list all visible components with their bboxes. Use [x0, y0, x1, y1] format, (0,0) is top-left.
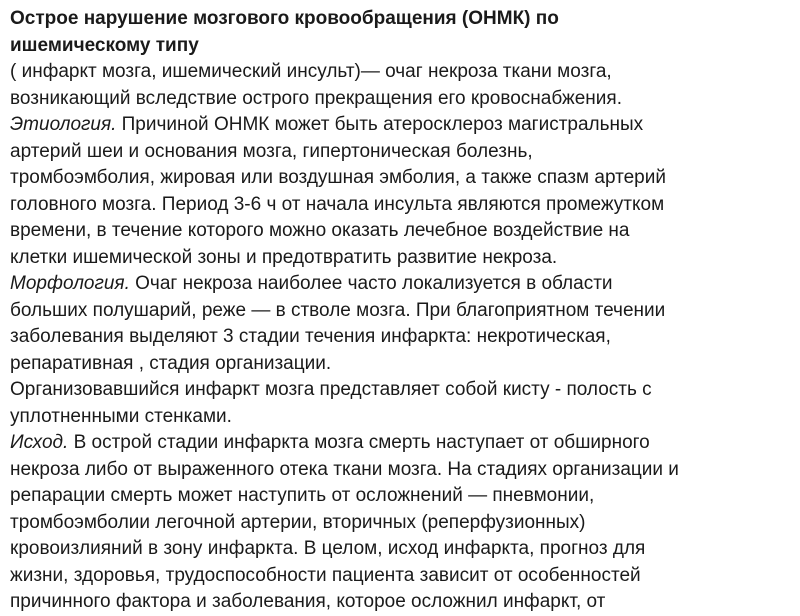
etiology-line: головного мозга. Период 3-6 ч от начала инсульта являются промежутком: [10, 193, 665, 215]
morphology-line: больших полушарий, реже — в стволе мозга. При благоприятном течении: [10, 299, 666, 321]
definition-line: ( инфаркт мозга, ишемический инсульт)— очаг некроза ткани мозга,: [10, 61, 612, 82]
morphology-line: репаративная , стадия организации.: [10, 352, 332, 374]
outcome-line: кровоизлияний в зону инфаркта. В целом, исход инфаркта, прогноз для: [10, 538, 646, 559]
morphology-text: Очаг некроза наиболее часто локализуется в области: [129, 273, 613, 294]
document-body: [10, 6, 795, 616]
etiology-line: времени, в течение которого можно оказать лечебное воздействие на: [10, 220, 630, 241]
outcome-text: В острой стадии инфаркта мозга смерть наступает от обширного: [68, 432, 650, 453]
etiology-paragraph-start: [10, 112, 795, 139]
cyst-line: уплотненными стенками.: [10, 405, 232, 427]
morphology-label: Морфология.: [10, 273, 130, 294]
morphology-paragraph-start: [10, 271, 795, 298]
outcome-line: некроза либо от выраженного отека ткани мозга. На стадиях организации и: [10, 458, 679, 480]
outcome-line: репарации смерть может наступить от осложнений — пневмонии,: [10, 485, 595, 506]
etiology-label: Этиология.: [10, 114, 117, 135]
document-title-line-1: Острое нарушение мозгового кровообращения (ОНМК) по: [10, 8, 559, 29]
outcome-line: жизни, здоровья, трудоспособности пациента зависит от особенностей: [10, 564, 641, 586]
etiology-line: клетки ишемической зоны и предотвратить развитие некроза.: [10, 246, 558, 268]
etiology-line: тромбоэмболия, жировая или воздушная эмболия, а также спазм артерий: [10, 167, 666, 188]
outcome-paragraph-start: [10, 430, 795, 457]
definition-line: возникающий вследствие острого прекращения его кровоснабжения.: [10, 87, 622, 109]
etiology-text: Причиной ОНМК может быть атеросклероз магистральных: [116, 114, 644, 135]
outcome-line: тромбоэмболии легочной артерии, вторичных (реперфузионных): [10, 511, 586, 533]
document-title-line-2: ишемическому типу: [10, 34, 199, 56]
cyst-line: Организовавшийся инфаркт мозга представляет собой кисту - полость с: [10, 379, 652, 400]
etiology-line: артерий шеи и основания мозга, гипертоническая болезнь,: [10, 140, 533, 162]
outcome-label: Исход.: [10, 432, 69, 453]
morphology-line: заболевания выделяют 3 стадии течения инфаркта: некротическая,: [10, 326, 611, 347]
outcome-line: причинного фактора и заболевания, которое осложнил инфаркт, от: [10, 591, 606, 612]
